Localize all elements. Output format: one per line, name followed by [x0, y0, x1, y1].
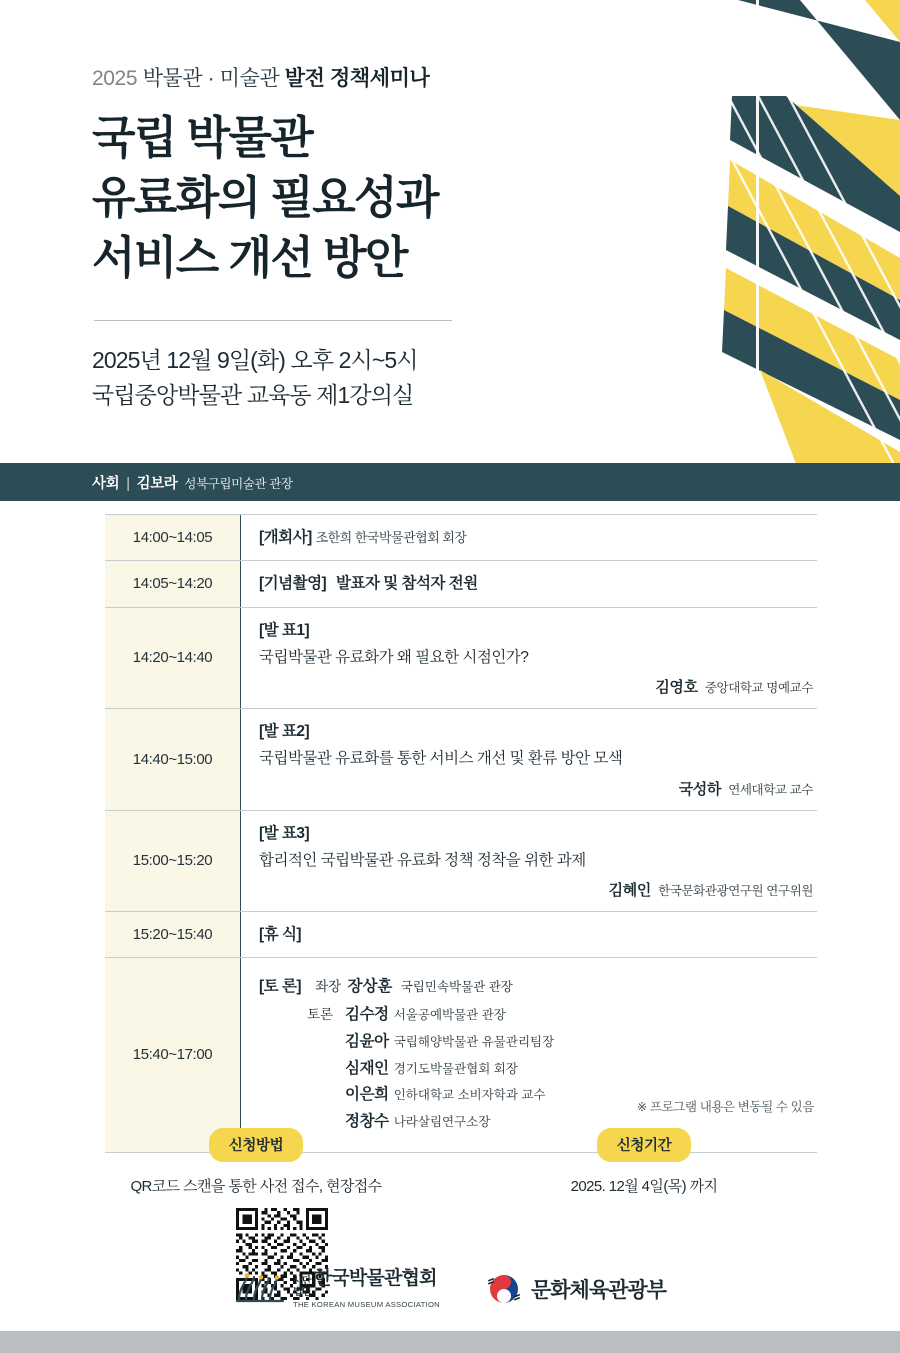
page-title	[92, 108, 672, 288]
row-time: 14:20~14:40	[105, 608, 241, 709]
title-line-1: 국립 박물관	[92, 112, 313, 163]
discussion-chair	[259, 974, 813, 996]
ribbon-decoration	[660, 0, 900, 500]
speaker-name: 김영호	[655, 679, 698, 696]
kma-name-kr: 한국박물관협회	[313, 1268, 437, 1289]
title-line-3: 서비스 개선 방안	[92, 231, 407, 283]
discussion-tag: [토 론]	[259, 978, 302, 996]
eyebrow-light: 박물관 · 미술관	[142, 67, 280, 90]
row-body	[241, 608, 817, 709]
apply-period-badge: 신청기간	[597, 1128, 691, 1162]
speaker-affiliation: 연세대학교 교수	[728, 782, 813, 797]
row-body	[241, 709, 817, 810]
panelist-name: 김수정	[345, 1006, 389, 1024]
row-subtext: 발표자 및 참석자 전원	[336, 575, 478, 593]
table-row	[105, 515, 817, 561]
program-table	[105, 514, 817, 1153]
row-topic: 합리적인 국립박물관 유료화 정책 정착을 위한 과제	[259, 851, 586, 869]
row-heading	[259, 923, 813, 946]
panelist-affiliation: 경기도박물관협회 회장	[393, 1061, 518, 1076]
row-heading	[259, 822, 813, 845]
speaker-affiliation: 중앙대학교 명예교수	[704, 681, 813, 695]
row-tag: [발 표3]	[259, 824, 310, 842]
kma-logo-text	[293, 1269, 440, 1309]
list-item	[259, 1056, 813, 1083]
row-time: 15:40~17:00	[105, 958, 241, 1151]
table-row	[105, 608, 817, 710]
moderator-affiliation: 성북구립미술관 관장	[184, 476, 293, 491]
panelist-affiliation: 나라살림연구소장	[393, 1114, 491, 1129]
title-divider	[94, 320, 452, 321]
apply-period-column	[514, 1128, 774, 1196]
moderator-name: 김보라	[136, 475, 178, 492]
panelist-affiliation: 인하대학교 소비자학과 교수	[393, 1088, 546, 1103]
row-time: 14:00~14:05	[105, 515, 241, 560]
row-speaker	[259, 676, 813, 697]
row-speaker	[259, 778, 813, 799]
row-tag: [발 표1]	[259, 621, 310, 639]
row-body	[241, 958, 817, 1151]
kma-symbol-icon	[234, 1272, 286, 1306]
row-time: 14:05~14:20	[105, 561, 241, 606]
panelist-name: 정창수	[345, 1112, 389, 1130]
row-body	[241, 561, 817, 606]
taegeuk-icon	[486, 1271, 522, 1307]
list-item	[259, 1002, 813, 1029]
panelist-name: 이은희	[345, 1086, 389, 1104]
row-topic: 국립박물관 유료화를 통한 서비스 개선 및 환류 방안 모색	[259, 750, 623, 768]
eyebrow-year: 2025	[92, 67, 138, 90]
table-row	[105, 811, 817, 913]
event-datetime: 2025년 12월 9일(화) 오후 2시~5시	[92, 346, 418, 373]
row-tag: [휴 식]	[259, 926, 302, 943]
bottom-band	[0, 1331, 900, 1353]
kma-name-en: THE KOREAN MUSEUM ASSOCIATION	[293, 1300, 440, 1309]
row-subtext: 조한희 한국박물관협회 회장	[315, 530, 467, 545]
apply-section	[0, 1128, 900, 1196]
kma-corp-prefix-top: 사단	[293, 1276, 311, 1287]
row-speaker	[259, 879, 813, 900]
row-tag: [발 표2]	[259, 723, 310, 740]
row-tag: [개회사]	[259, 529, 312, 546]
program-note: ※ 프로그램 내용은 변동될 수 있음	[636, 1100, 814, 1114]
apply-method-badge: 신청방법	[209, 1128, 303, 1162]
row-time: 15:20~15:40	[105, 912, 241, 957]
panelist-role: 토론	[307, 1007, 334, 1023]
row-heading	[259, 572, 813, 595]
footer-logos	[0, 1269, 900, 1309]
row-heading	[259, 619, 813, 642]
eyebrow-line	[92, 62, 672, 92]
chair-role: 좌장	[315, 979, 342, 995]
row-tag: [기념촬영]	[259, 575, 327, 593]
apply-method-column	[126, 1128, 386, 1196]
moderator-separator: |	[126, 475, 130, 492]
title-line-2: 유료화의 필요성과	[92, 171, 438, 223]
row-time: 14:40~15:00	[105, 709, 241, 810]
row-heading	[259, 526, 813, 549]
panelist-affiliation: 국립해양박물관 유물관리팀장	[393, 1034, 555, 1049]
mcst-name: 문화체육관광부	[530, 1279, 666, 1302]
row-topic: 국립박물관 유료화가 왜 필요한 시점인가?	[259, 648, 529, 666]
row-heading	[259, 720, 813, 743]
table-row	[105, 561, 817, 607]
speaker-affiliation: 한국문화관광연구원 연구위원	[658, 884, 813, 898]
panelist-name: 김윤아	[345, 1032, 389, 1050]
kma-logo	[234, 1269, 440, 1309]
panelist-list	[259, 1002, 813, 1135]
speaker-name: 국성하	[678, 780, 721, 798]
eyebrow-bold: 발전 정책세미나	[284, 67, 430, 90]
moderator-inner	[0, 472, 293, 493]
table-row	[105, 709, 817, 811]
apply-period-text: 2025. 12월 4일(목) 까지	[570, 1178, 718, 1195]
poster-header	[92, 62, 672, 414]
row-time: 15:00~15:20	[105, 811, 241, 912]
table-row	[105, 912, 817, 958]
moderator-label: 사회	[92, 475, 120, 492]
kma-corp-prefix-bottom: 법인	[293, 1286, 311, 1298]
table-row-discussion	[105, 958, 817, 1152]
row-body	[241, 515, 817, 560]
mcst-logo	[486, 1271, 666, 1307]
list-item	[259, 1029, 813, 1056]
panelist-affiliation: 서울공예박물관 관장	[393, 1008, 506, 1023]
moderator-bar	[0, 463, 900, 501]
row-body	[241, 912, 817, 957]
speaker-name: 김혜인	[608, 882, 651, 899]
panelist-name: 심재인	[345, 1059, 389, 1077]
event-venue: 국립중앙박물관 교육동 제1강의실	[92, 382, 414, 409]
apply-method-text: QR코드 스캔을 통한 사전 접수, 현장접수	[130, 1178, 382, 1195]
row-body	[241, 811, 817, 912]
chair-name: 장상훈	[347, 978, 393, 996]
chair-affiliation: 국립민속박물관 관장	[400, 980, 513, 995]
